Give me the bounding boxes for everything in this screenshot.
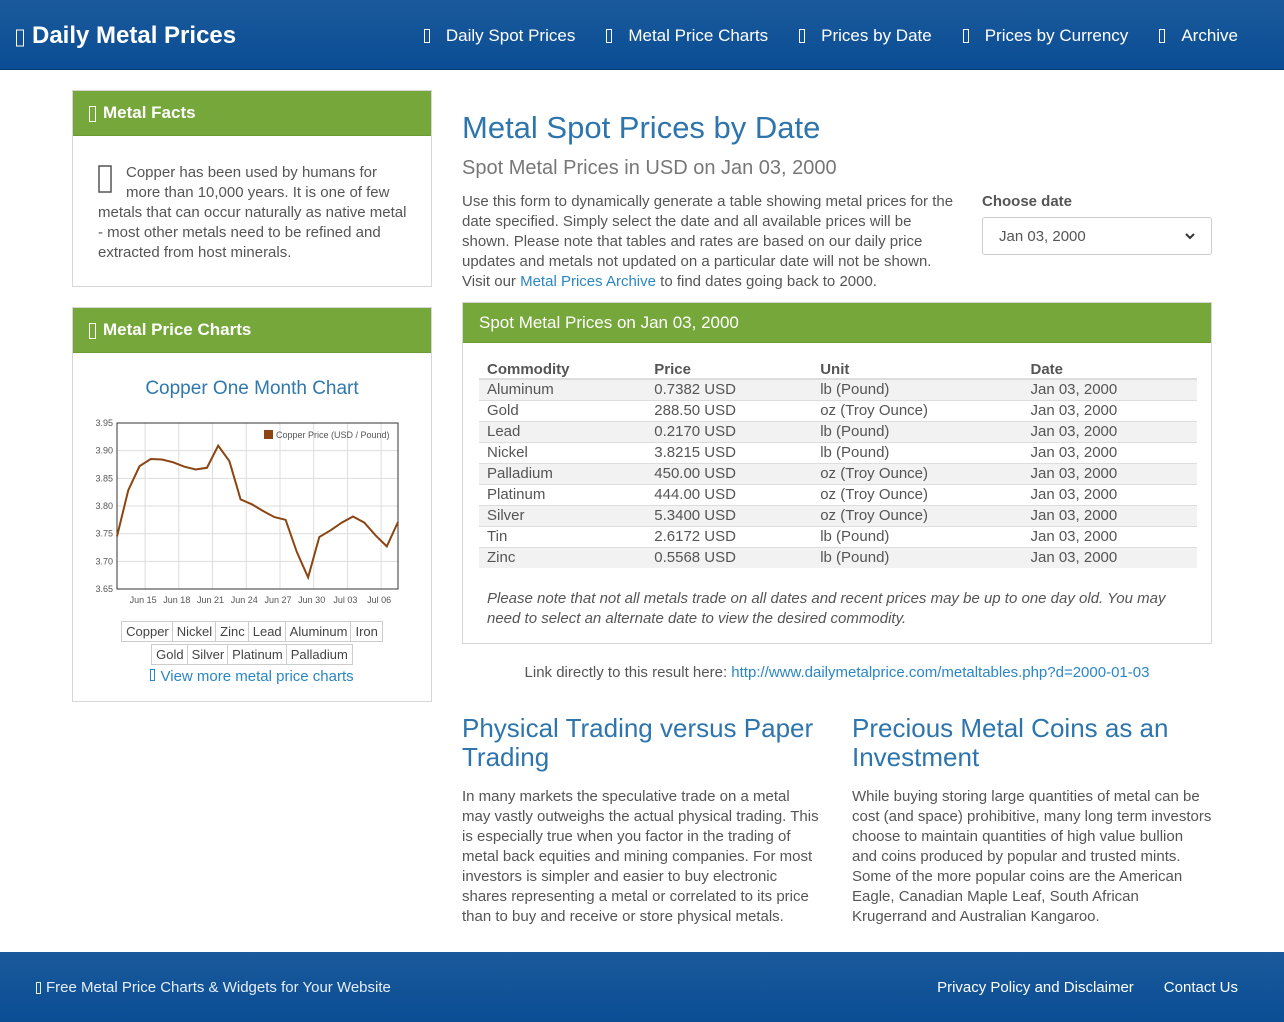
x-tick-label: Jul 03 bbox=[333, 595, 358, 605]
intro-before-link: Use this form to dynamically generate a table showing metal prices for the date specified. Simply select the date and all available prices will be shown. Please note that tables and rates are based on our daily price updates and metals not updated on a particular date will not be shown. Visit our bbox=[462, 193, 954, 290]
nav-label: Prices by Currency bbox=[984, 26, 1129, 45]
metal-chart-button-gold[interactable]: Gold bbox=[151, 644, 188, 665]
table-cell: Jan 03, 2000 bbox=[1022, 442, 1197, 463]
home-icon bbox=[16, 29, 26, 43]
nav-icon bbox=[606, 29, 616, 43]
legend-swatch bbox=[264, 430, 273, 439]
table-cell: lb (Pound) bbox=[812, 379, 1022, 400]
privacy-policy-link[interactable]: Privacy Policy and Disclaimer bbox=[937, 979, 1134, 996]
table-cell: Zinc bbox=[479, 547, 646, 568]
direct-link-label: Link directly to this result here: bbox=[524, 664, 732, 681]
metal-facts-heading bbox=[73, 91, 431, 136]
table-cell: Platinum bbox=[479, 484, 646, 505]
x-tick-label: Jun 21 bbox=[197, 595, 225, 605]
metal-facts-panel bbox=[72, 90, 432, 287]
footer bbox=[0, 952, 1284, 1022]
table-cell: Jan 03, 2000 bbox=[1022, 526, 1197, 547]
nav-label: Prices by Date bbox=[821, 26, 932, 45]
chart-title: Copper One Month Chart bbox=[145, 378, 359, 399]
metal-chart-button-zinc[interactable]: Zinc bbox=[215, 621, 250, 642]
table-cell: lb (Pound) bbox=[812, 421, 1022, 442]
spot-prices-table bbox=[479, 358, 1197, 568]
column-header: Price bbox=[646, 358, 812, 379]
table-cell: 444.00 USD bbox=[646, 484, 812, 505]
metal-fact-text: Copper has been used by humans for more than 10,000 years. It is one of few metals that can occur naturally as native metal - most other metals need to be refined and extracted from host minerals. bbox=[98, 164, 407, 261]
chevron-down-icon bbox=[1185, 228, 1195, 245]
table-cell: Jan 03, 2000 bbox=[1022, 547, 1197, 568]
table-cell: Palladium bbox=[479, 463, 646, 484]
nav-prices-by-date[interactable] bbox=[799, 26, 932, 46]
table-cell: 3.8215 USD bbox=[646, 442, 812, 463]
metal-buttons-row2 bbox=[73, 644, 431, 665]
table-row bbox=[479, 421, 1197, 442]
table-cell: Jan 03, 2000 bbox=[1022, 421, 1197, 442]
chart-icon bbox=[89, 323, 99, 337]
table-cell: 2.6172 USD bbox=[646, 526, 812, 547]
table-cell: lb (Pound) bbox=[812, 526, 1022, 547]
y-tick-label: 3.95 bbox=[95, 418, 113, 428]
table-cell: Jan 03, 2000 bbox=[1022, 484, 1197, 505]
table-cell: Lead bbox=[479, 421, 646, 442]
table-cell: 288.50 USD bbox=[646, 400, 812, 421]
table-cell: 0.2170 USD bbox=[646, 421, 812, 442]
article-text: In many markets the speculative trade on a metal may vastly outweighs the actual physical trading. This is especially true when you factor in the trading of metal back equities and mining companies. For most investors is simpler and easier to buy electronic shares representing a metal or correlated to its price than to buy and receive or store physical metals. bbox=[462, 788, 819, 925]
table-cell: 450.00 USD bbox=[646, 463, 812, 484]
metal-chart-button-nickel[interactable]: Nickel bbox=[172, 621, 217, 642]
metal-price-charts-panel bbox=[72, 307, 432, 702]
table-row bbox=[479, 379, 1197, 400]
table-row bbox=[479, 505, 1197, 526]
y-tick-label: 3.75 bbox=[95, 528, 113, 539]
y-tick-label: 3.70 bbox=[95, 556, 113, 567]
metal-chart-button-silver[interactable]: Silver bbox=[187, 644, 230, 665]
top-navbar bbox=[0, 0, 1284, 70]
nav-label: Archive bbox=[1181, 26, 1238, 45]
table-row bbox=[479, 442, 1197, 463]
copper-line-chart bbox=[88, 413, 408, 613]
nav-prices-by-currency[interactable] bbox=[963, 26, 1129, 46]
table-cell: Tin bbox=[479, 526, 646, 547]
metal-buttons-row1 bbox=[73, 621, 431, 642]
contact-us-link[interactable]: Contact Us bbox=[1163, 979, 1238, 996]
table-cell: 0.7382 USD bbox=[646, 379, 812, 400]
table-cell: oz (Troy Ounce) bbox=[812, 463, 1022, 484]
info-icon bbox=[89, 106, 99, 120]
table-cell: oz (Troy Ounce) bbox=[812, 505, 1022, 526]
table-row bbox=[479, 547, 1197, 568]
table-cell: Nickel bbox=[479, 442, 646, 463]
column-header: Date bbox=[1022, 358, 1197, 379]
table-cell: oz (Troy Ounce) bbox=[812, 400, 1022, 421]
x-tick-label: Jun 18 bbox=[163, 595, 191, 605]
column-header: Commodity bbox=[479, 358, 646, 379]
article-title: Physical Trading versus Paper Trading bbox=[462, 713, 814, 772]
widget-icon bbox=[36, 982, 42, 994]
intro-after-link: to find dates going back to 2000. bbox=[655, 273, 877, 290]
nav-archive[interactable] bbox=[1159, 26, 1238, 46]
metal-facts-body bbox=[98, 163, 408, 263]
metal-price-charts-title: Metal Price Charts bbox=[103, 320, 252, 339]
arrow-icon bbox=[150, 669, 156, 681]
article-precious-coins bbox=[852, 714, 1212, 927]
direct-link-line bbox=[462, 664, 1212, 681]
table-cell: lb (Pound) bbox=[812, 442, 1022, 463]
metal-chart-button-iron[interactable]: Iron bbox=[350, 621, 382, 642]
nav-links bbox=[424, 26, 1238, 46]
spot-prices-panel bbox=[462, 302, 1212, 644]
article-physical-trading bbox=[462, 714, 822, 927]
table-body bbox=[479, 379, 1197, 568]
footer-links bbox=[937, 979, 1238, 996]
table-cell: 5.3400 USD bbox=[646, 505, 812, 526]
table-row bbox=[479, 484, 1197, 505]
archive-link[interactable]: Metal Prices Archive bbox=[520, 273, 656, 290]
table-row bbox=[479, 400, 1197, 421]
nav-icon bbox=[424, 29, 434, 43]
table-row bbox=[479, 463, 1197, 484]
brand-name: Daily Metal Prices bbox=[32, 22, 237, 49]
date-select[interactable] bbox=[982, 217, 1212, 255]
view-more-charts-link[interactable] bbox=[73, 668, 431, 685]
nav-metal-price-charts[interactable] bbox=[606, 26, 768, 46]
table-cell: Aluminum bbox=[479, 379, 646, 400]
nav-icon bbox=[799, 29, 809, 43]
view-more-charts-label: View more metal price charts bbox=[160, 668, 354, 685]
table-cell: lb (Pound) bbox=[812, 547, 1022, 568]
nav-icon bbox=[963, 29, 973, 43]
table-cell: 0.5568 USD bbox=[646, 547, 812, 568]
nav-daily-spot-prices[interactable] bbox=[424, 26, 575, 46]
quote-icon bbox=[98, 165, 120, 195]
choose-date-label: Choose date bbox=[982, 193, 1073, 210]
table-cell: Jan 03, 2000 bbox=[1022, 400, 1197, 421]
table-cell: oz (Troy Ounce) bbox=[812, 484, 1022, 505]
article-text: While buying storing large quantities of metal can be cost (and space) prohibitive, many long term investors choose to maintain quantities of high value bullion and coins produced by popular and trusted mints. Some of the more popular coins are the American Eagle, Canadian Maple Leaf, South African Krugerrand and Australian Kangaroo. bbox=[852, 788, 1212, 925]
y-tick-label: 3.80 bbox=[95, 501, 113, 511]
y-tick-label: 3.90 bbox=[95, 445, 113, 456]
article-title: Precious Metal Coins as an Investment bbox=[852, 713, 1169, 772]
table-cell: Silver bbox=[479, 505, 646, 526]
nav-label: Daily Spot Prices bbox=[445, 26, 576, 45]
metal-price-charts-heading bbox=[73, 308, 431, 353]
nav-label: Metal Price Charts bbox=[628, 26, 769, 45]
table-cell: Gold bbox=[479, 400, 646, 421]
x-tick-label: Jun 15 bbox=[129, 595, 157, 605]
direct-result-link[interactable]: http://www.dailymetalprice.com/metaltables.php?d=2000-01-03 bbox=[731, 664, 1150, 681]
date-select-value: Jan 03, 2000 bbox=[999, 227, 1086, 245]
metal-facts-title: Metal Facts bbox=[103, 103, 196, 122]
x-tick-label: Jun 30 bbox=[298, 595, 326, 605]
metal-chart-button-platinum[interactable]: Platinum bbox=[227, 644, 288, 665]
page-title: Metal Spot Prices by Date bbox=[462, 110, 821, 145]
x-tick-label: Jul 06 bbox=[367, 595, 392, 605]
table-cell: Jan 03, 2000 bbox=[1022, 505, 1197, 526]
legend-label: Copper Price (USD / Pound) bbox=[276, 430, 390, 440]
brand-link[interactable] bbox=[16, 22, 236, 50]
table-cell: Jan 03, 2000 bbox=[1022, 463, 1197, 484]
column-header: Unit bbox=[812, 358, 1022, 379]
metal-chart-button-aluminum[interactable]: Aluminum bbox=[285, 621, 353, 642]
free-widgets-link[interactable] bbox=[36, 979, 391, 996]
nav-icon bbox=[1159, 29, 1169, 43]
x-tick-label: Jun 24 bbox=[230, 595, 258, 605]
intro-text bbox=[462, 192, 956, 292]
metal-chart-button-copper[interactable]: Copper bbox=[121, 621, 174, 642]
availability-note: Please note that not all metals trade on all dates and recent prices may be up to one day old. You may need to select an alternate date to view the desired commodity. bbox=[487, 590, 1166, 627]
table-header-row bbox=[479, 358, 1197, 379]
metal-chart-button-palladium[interactable]: Palladium bbox=[286, 644, 353, 665]
table-row bbox=[479, 526, 1197, 547]
y-tick-label: 3.85 bbox=[95, 473, 113, 484]
table-cell: Jan 03, 2000 bbox=[1022, 379, 1197, 400]
y-tick-label: 3.65 bbox=[95, 584, 113, 594]
spot-prices-heading: Spot Metal Prices on Jan 03, 2000 bbox=[463, 303, 1211, 343]
page-subtitle: Spot Metal Prices in USD on Jan 03, 2000 bbox=[462, 157, 837, 179]
free-widgets-label: Free Metal Price Charts & Widgets for Your Website bbox=[46, 979, 391, 996]
x-tick-label: Jun 27 bbox=[264, 595, 292, 605]
metal-chart-button-lead[interactable]: Lead bbox=[248, 621, 287, 642]
